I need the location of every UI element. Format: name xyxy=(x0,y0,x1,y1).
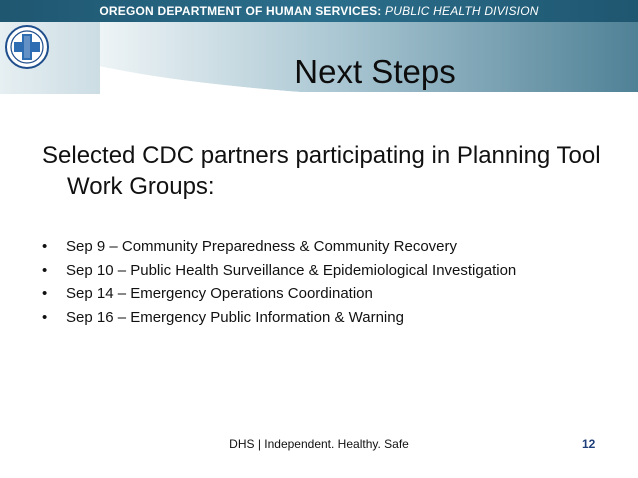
page-number: 12 xyxy=(582,437,596,451)
org-name: OREGON DEPARTMENT OF HUMAN SERVICES: xyxy=(99,4,382,18)
bullet-glyph: • xyxy=(42,308,48,326)
bullet-glyph: • xyxy=(42,261,48,279)
division-name: PUBLIC HEALTH DIVISION xyxy=(385,4,539,18)
list-item xyxy=(42,259,622,283)
title-banner xyxy=(0,22,638,94)
list-item-text: Sep 10 – Public Health Surveillance & Epidemiological Investigation xyxy=(66,261,517,279)
bullet-glyph: • xyxy=(42,238,48,255)
list-item xyxy=(42,235,622,259)
slide-title: Next Steps xyxy=(294,53,456,90)
slide-heading: Selected CDC partners participating in Planning Tool Work Groups: xyxy=(42,142,601,200)
list-item xyxy=(42,306,622,330)
cross-seal-icon xyxy=(5,25,49,69)
bullet-list xyxy=(42,235,622,329)
list-item-text: Sep 9 – Community Preparedness & Community Recovery xyxy=(66,238,457,255)
list-item-text: Sep 16 – Emergency Public Information & Warning xyxy=(66,308,404,326)
bullet-glyph: • xyxy=(42,285,48,302)
list-item xyxy=(42,282,622,306)
org-header-bar xyxy=(0,0,638,22)
footer-tagline: DHS | Independent. Healthy. Safe xyxy=(229,437,409,451)
list-item-text: Sep 14 – Emergency Operations Coordination xyxy=(66,285,373,302)
